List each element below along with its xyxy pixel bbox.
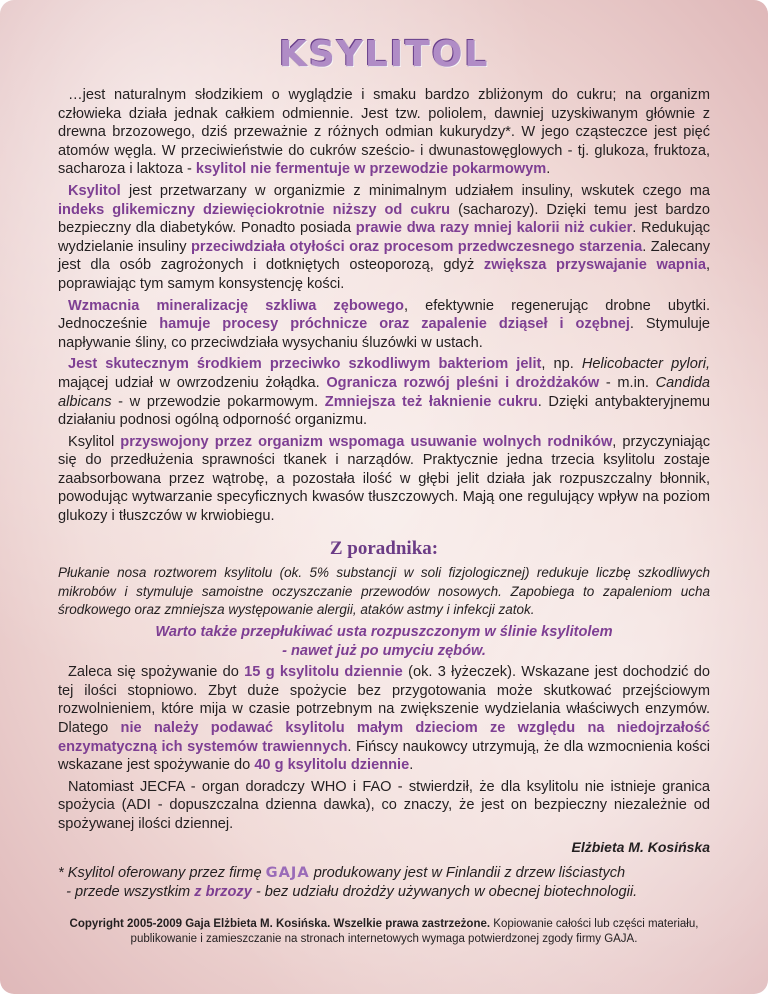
- highlight: Ogranicza rozwój pleśni i drożdżaków: [326, 374, 600, 391]
- text: , przyczyniając się do przedłużenia sprawności tkanek i narządów. Praktycznie jedna trzecia ksylitolu zostaje zaabsorbowana przez wątrobę, a pozostała ilość w głębi jelit działa jak rozpuszczalny błonnik, powodując wytwarzanie specyficznych kwasów tłuszczowych. Mają one regulujący wpływ na poziom glukozy i tłuszczów w krwiobiegu.: [58, 433, 710, 525]
- highlight: ksylitol nie fermentuje w przewodzie pokarmowym: [195, 161, 547, 178]
- paragraph-teeth: [58, 297, 710, 353]
- highlight: zwiększa przyswajanie wapnia: [483, 257, 706, 274]
- text-italic: Helicobacter pylori,: [581, 356, 710, 373]
- section-heading: Z poradnika:: [329, 537, 439, 559]
- text: - m.in.: [599, 374, 656, 391]
- highlight: z brzozy: [194, 883, 252, 900]
- text: , np.: [541, 356, 582, 373]
- highlight: przeciwdziała otyłości oraz procesom przedwczesnego starzenia: [191, 238, 643, 255]
- text: , poprawiając tym samym konsystencję kości.: [58, 257, 710, 292]
- text: . Fińscy naukowcy utrzymują, że dla wzmocnienia kości wskazane jest spożywanie do: [58, 738, 710, 774]
- copyright-bold: Copyright 2005-2009 Gaja Elżbieta M. Kosińska. Wszelkie prawa zastrzeżone.: [69, 918, 491, 931]
- text: . Redukując wydzielanie insuliny: [58, 220, 710, 255]
- paragraph-mouth-rinse: [58, 623, 710, 660]
- paragraph-bacteria: [58, 355, 710, 429]
- highlight: Zmniejsza też łaknienie cukru: [324, 393, 538, 410]
- highlight: Jest skutecznym środkiem przeciwko szkodliwym bakteriom jelit: [68, 356, 542, 373]
- copyright-text: Kopiowanie całości lub części materiału, publikowanie i zamieszczanie na stronach internetowych wymaga potwierdzonej zgody firmy GAJA.: [130, 918, 699, 946]
- paragraph-dosage: [58, 663, 710, 775]
- text: .: [409, 757, 414, 774]
- copyright-notice: [58, 917, 710, 947]
- highlight: hamuje procesy próchnicze oraz zapalenie dziąseł i ozębnej: [159, 316, 630, 333]
- text: - bez udziału drożdży używanych w obecnej biotechnologii.: [251, 883, 638, 900]
- text: . Stymuluje napływanie śliny, co przeciwdziała wysychaniu śluzówki w ustach.: [58, 316, 710, 351]
- text: - w przewodzie pokarmowym.: [111, 393, 325, 410]
- highlight: przyswojony przez organizm wspomaga usuwanie wolnych rodników: [120, 433, 613, 450]
- text: mającej udział w owrzodzeniu żołądka.: [58, 374, 327, 391]
- paragraph-insulin: [58, 182, 710, 294]
- text: Zaleca się spożywanie do: [68, 664, 245, 681]
- text: Ksylitol: [68, 433, 121, 450]
- text: .: [546, 161, 551, 178]
- text: . Dzięki antybakteryjnemu działaniu podnosi ogólną odporność organizmu.: [58, 393, 710, 429]
- highlight: Ksylitol: [68, 182, 121, 199]
- paragraph-intro: [58, 86, 710, 179]
- highlight: indeks glikemiczny dziewięciokrotnie niższy od cukru: [58, 201, 451, 218]
- text: jest przetwarzany w organizmie z minimalnym udziałem insuliny, wskutek czego ma: [120, 182, 710, 199]
- text: produkowany jest w Finlandii z drzew liściastych: [309, 865, 626, 882]
- highlight: 15 g ksylitolu dziennie: [244, 664, 403, 681]
- text: - nawet już po umyciu zębów.: [282, 642, 486, 659]
- text: (sacharozy). Dzięki temu jest bardzo bezpieczny dla diabetyków. Ponadto posiada: [58, 201, 710, 237]
- highlight: 40 g ksylitolu dziennie: [254, 757, 410, 774]
- footnote: [58, 864, 710, 901]
- text-italic: Candida albicans: [58, 374, 710, 410]
- paragraph-nose-rinse: Płukanie nosa roztworem ksylitolu (ok. 5% substancji w soli fizjologicznej) redukuje liczbę szkodliwych mikrobów i stymuluje samoistne oczyszczanie przewodów nosowych. Zapobiega to zapaleniom ucha środkowego oraz zmniejsza występowanie alergii, ataków astmy i infekcji zatok.: [58, 565, 710, 618]
- brand-logo: GAJA: [265, 864, 310, 882]
- author-signature: Elżbieta M. Kosińska: [571, 838, 710, 855]
- text: * Ksylitol oferowany przez firmę: [58, 865, 266, 882]
- paragraph-jecfa: Natomiast JECFA - organ doradczy WHO i FAO - stwierdził, że dla ksylitolu nie istnieje granica spożycia (ADI - dopuszczalna dzienna dawka), co znaczy, że jest on bezpieczny niezależnie od spożywanej ilości dziennej.: [58, 778, 710, 832]
- highlight: Wzmacnia mineralizację szkliwa zębowego: [68, 297, 404, 314]
- text: …jest naturalnym słodzikiem o wyglądzie i smaku bardzo zbliżonym do cukru; na organizm człowieka działa jednak całkiem odmiennie. Jest tzw. poliolem, dawniej uzyskiwanym głównie z drewna brzozowego, dziś przeważnie z różnych odmian kukurydzy*. W jego cząsteczce jest pięć atomów węgla. W przeciwieństwie do cukrów sześcio- i dwunastowęglowych - tj. glukoza, fruktoza, sacharoza i laktoza -: [58, 87, 710, 178]
- text: Warto także przepłukiwać usta rozpuszczonym w ślinie ksylitolem: [155, 624, 613, 641]
- paragraph-radicals: [58, 433, 710, 526]
- highlight: nie należy podawać ksylitolu małym dzieciom ze względu na niedojrzałość enzymatyczną ich systemów trawiennych: [58, 720, 710, 755]
- text: , efektywnie regenerując drobne ubytki. Jednocześnie: [58, 297, 711, 333]
- page-title: KSYLITOL: [278, 34, 490, 75]
- article-body: [58, 86, 710, 947]
- highlight: prawie dwa razy mniej kalorii niż cukier: [355, 220, 633, 237]
- text: (ok. 3 łyżeczek). Wskazane jest dochodzić do tej ilości stopniowo. Zbyt duże spożycie bez przygotowania może skutkować przejściowym rozwolnieniem, które mija w czasie potrzebnym na zwiększenie wydzielania właściwych enzymów. Dlatego: [58, 664, 710, 736]
- text: . Zalecany jest dla osób zagrożonych i dotkniętych osteoporozą, gdyż: [58, 238, 710, 274]
- text: - przede wszystkim: [66, 883, 195, 900]
